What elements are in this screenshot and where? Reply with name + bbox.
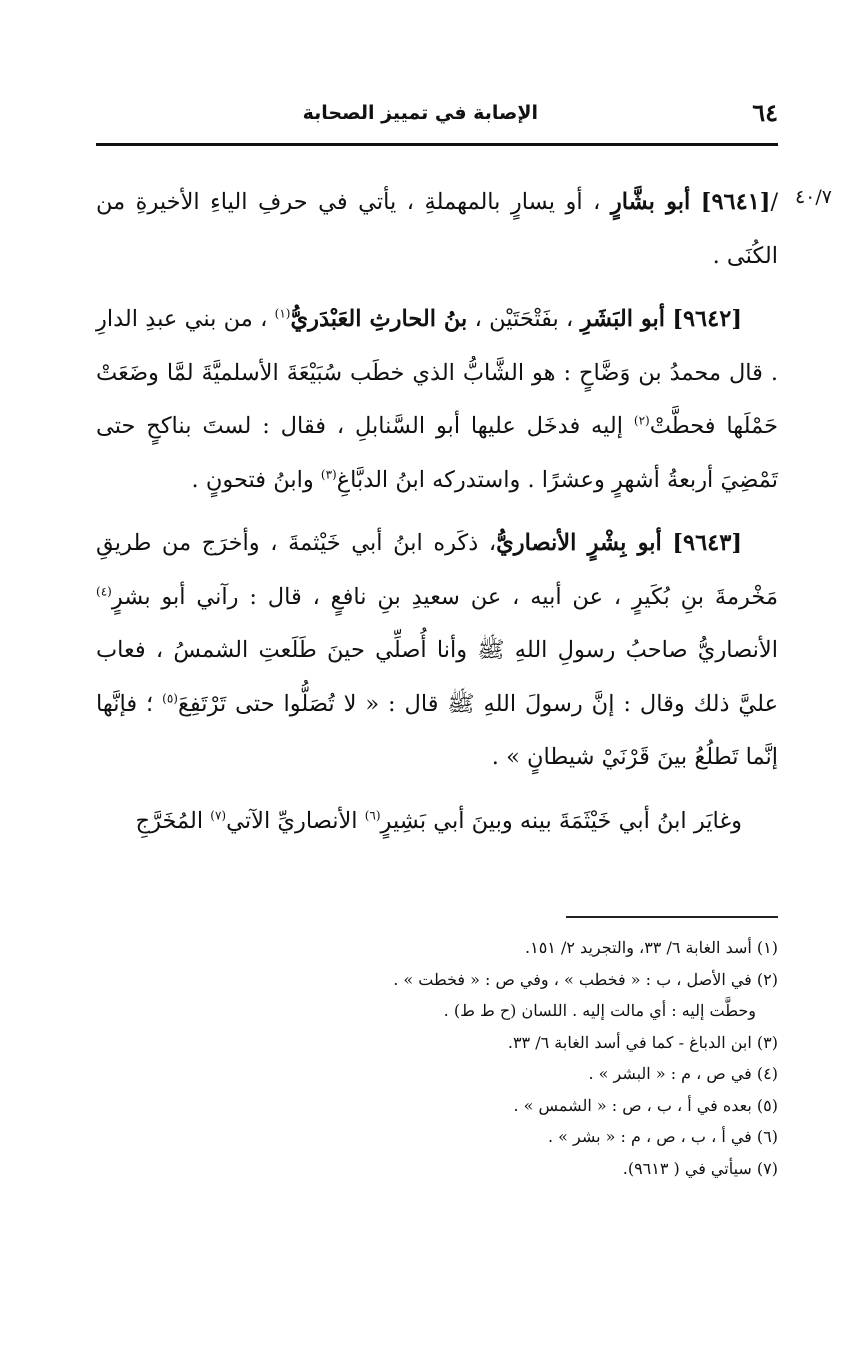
footnote-marker: (١) [274,306,291,321]
page-number: ٦٤ [752,98,778,127]
footnote-marker: (٧) [210,808,227,822]
footnote: (٦) في أ ، ب ، ص ، م : « بشر » . [547,1127,778,1146]
footnote: (١) أسد الغابة ٦/ ٣٣، والتجريد ٢/ ١٥١. [525,938,778,957]
entry-text: ، أو يسارٍ بالمهملةِ ، يأتي في حرفِ الياءِ الأخيرةِ من الكُنَى . [96,189,778,269]
footnotes [230,932,778,1184]
footnote-continuation: وحطَّت إليه : أي مالت إليه . اللسان (ح ط ط) . [443,1001,756,1020]
footnote-marker: (٥) [162,691,178,705]
entry-lead: / [770,189,779,215]
entry-text: المُخَرَّجِ [135,807,204,834]
entry-number: [٩٦٤١] [700,189,771,215]
entry-text: ، من بني عبدِ الدارِ . قال محمدُ بن وَضَّاحٍ : هو الشَّابُّ الذي خطَب سُبَيْعَةَ الأسلميَّةَ لمَّا وضَعَتْ حَمْلَها فحطَّتْ [96,306,778,439]
entry-text: ؛ فإنَّها إنَّما تَطلُعُ بينَ قَرْنَيْ شيطانٍ » . [96,690,778,770]
footnote: (٧) سيأتي في ( ٩٦١٣). [622,1158,778,1178]
footnote: (٥) بعده في أ ، ب ، ص : « الشمس » . [513,1095,778,1115]
entry-name-2: بنُ الحارثِ العَبْدَريُّ [290,306,468,332]
entry-text: ، ذكَره ابنُ أبي خَيْثمةَ ، وأخرَج من طريقِ مَخْرمةَ بنِ بُكَيرٍ ، عن أبيه ، عن سعيدِ بنِ نافعٍ ، قال : رآني أبو بشرٍ [96,530,778,610]
entry-text: ، بفَتْحَتَيْن ، [474,306,574,332]
entry-number: [٩٦٤٣] [672,530,742,556]
entry-number: [٩٦٤٢] [672,306,742,332]
footnote-marker: (٢) [633,413,650,428]
entry-9642 [96,293,778,507]
entry-name: أبو بشَّارٍ [610,189,691,215]
book-title: الإصابة في تمييز الصحابة [302,102,538,124]
header-rule [96,143,778,146]
margin-reference: ٤٠/٧ [794,186,832,208]
entry-text: إليه فدخَل عليها أبو السَّنابلِ ، فقال : لستَ بناكحٍ حتى تَمْضِيَ أربعةُ أشهرٍ وعشرًا . واستدركه ابنُ الدبَّاغِ [96,413,778,493]
entry-name: أبو بِشْرٍ الأنصاريُّ [496,530,662,556]
footnote-rule [566,916,778,918]
entry-name: أبو البَشَرِ [580,306,666,332]
entry-text: الأنصاريِّ الآتي [226,807,358,834]
footnote: (٤) في ص ، م : « البشر » . [588,1064,778,1083]
entry-text: وابنُ فتحونٍ . [191,466,314,493]
entry-9641 [96,176,778,283]
footnote-marker: (٦) [364,808,381,822]
running-header [96,100,778,136]
main-text [96,176,778,848]
footnote: (٢) في الأصل ، ب : « فخطب » ، وفي ص : « فخطت » . [393,969,778,989]
footnote-marker: (٣) [320,467,337,481]
entry-9643 [96,517,778,785]
entry-text: الأنصاريُّ صاحبُ رسولِ اللهِ ﷺ وأنا أُصلِّي حينَ طَلَعتِ الشمسُ ، فعاب عليَّ ذلك وقال : إنَّ رسولَ اللهِ ﷺ قال : « لا تُصَلُّوا حتى تَرْتَفِعَ [96,637,779,717]
footnote-marker: (٤) [96,584,112,598]
entry-text: وغايَر ابنُ أبي خَيْثَمَةَ بينه وبينَ أبي بَشِيرٍ [380,807,742,834]
footnote: (٣) ابن الدباغ - كما في أسد الغابة ٦/ ٣٣. [507,1032,778,1052]
closing-paragraph [96,795,778,849]
